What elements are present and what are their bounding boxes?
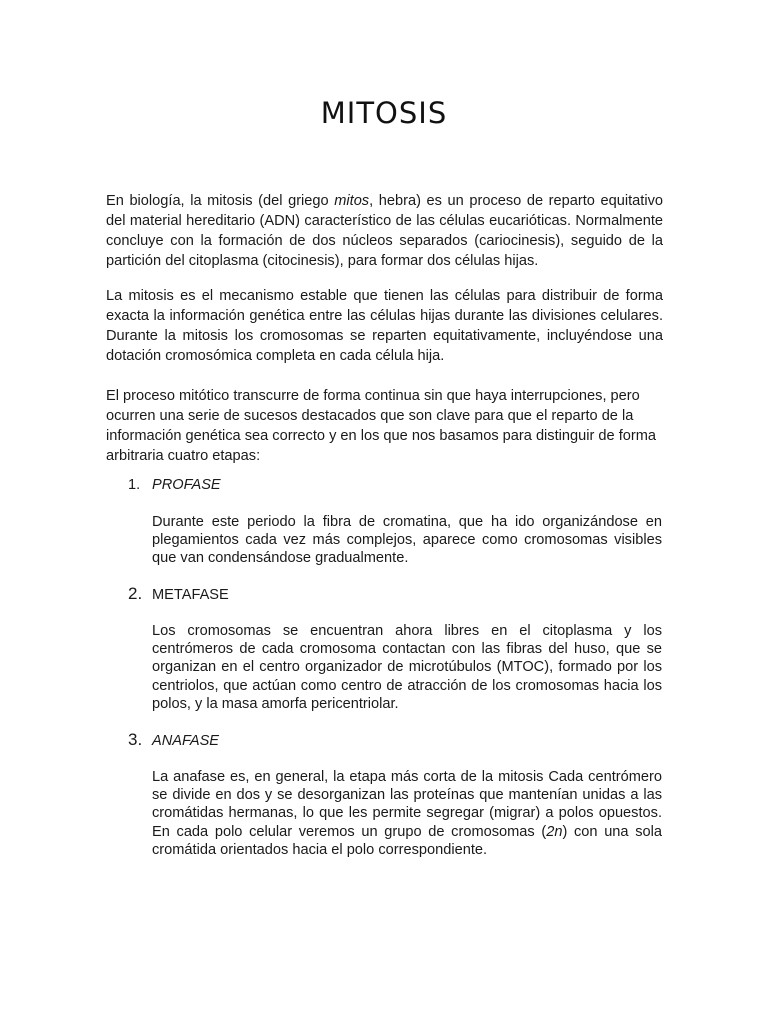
section-title: PROFASE [152,477,221,493]
anafase-italic-term: 2n [546,823,563,840]
section-number: 3. [128,730,143,749]
section-title: ANAFASE [152,733,220,749]
section-text-metafase: Los cromosomas se encuentran ahora libres en el citoplasma y los centrómeros de cada cromosoma contactan con las fibras del huso, que se organizan en el centro organizador de microtúbulos (MTOC), formado por los centriolos, que actúan como centro de atracción de los cromosomas hacia los polos, y la masa amorfa pericentriolar. [152,623,662,712]
section-number: 1. [128,477,141,493]
section-heading-profase [128,475,221,495]
intro-text-end: , hebra) es un proceso de reparto equitativo del material hereditario (ADN) característico de las células eucarióticas. Normalmente concluye con la formación de dos núcleos separados (cariocinesis), seguido de la partición del citoplasma (citocinesis), para formar dos células hijas. [106,193,663,269]
section-number: 2. [128,584,143,603]
mechanism-paragraph: La mitosis es el mecanismo estable que tienen las células para distribuir de forma exacta la información genética entre las células hijas durante las divisiones celulares. Durante la mitosis los cromosomas se reparten equitativamente, incluyéndose una dotación cromosómica completa en cada célula hija. [106,288,663,364]
section-heading-anafase [128,730,219,751]
section-heading-metafase [128,584,229,605]
section-text-anafase [152,768,662,859]
section-title: METAFASE [152,587,229,603]
page-title: MITOSIS [320,96,448,130]
process-paragraph: El proceso mitótico transcurre de forma continua sin que haya interrupciones, pero ocurren una serie de sucesos destacados que son clave para que el reparto de la información genética sea correcto y en los que nos basamos para distinguir de forma arbitraria cuatro etapas: [106,388,656,464]
intro-text-start: En biología, la mitosis (del griego [106,193,335,209]
anafase-text-end: ) con una sola cromátida orientados hacia el polo correspondiente. [152,823,662,858]
intro-paragraph [106,191,663,271]
anafase-text-start: La anafase es, en general, la etapa más corta de la mitosis Cada centrómero se divide en dos y se desorganizan las proteínas que mantenían unidas a las cromátidas hermanas, lo que les permite segregar (migrar) a polos opuestos. En cada polo celular veremos un grupo de cromosomas ( [152,769,662,840]
intro-italic-term: mitos [334,193,370,209]
section-text-profase: Durante este periodo la fibra de cromatina, que ha ido organizándose en plegamientos cada vez más complejos, aparece como cromosomas visibles que van condensándose gradualmente. [152,514,662,567]
